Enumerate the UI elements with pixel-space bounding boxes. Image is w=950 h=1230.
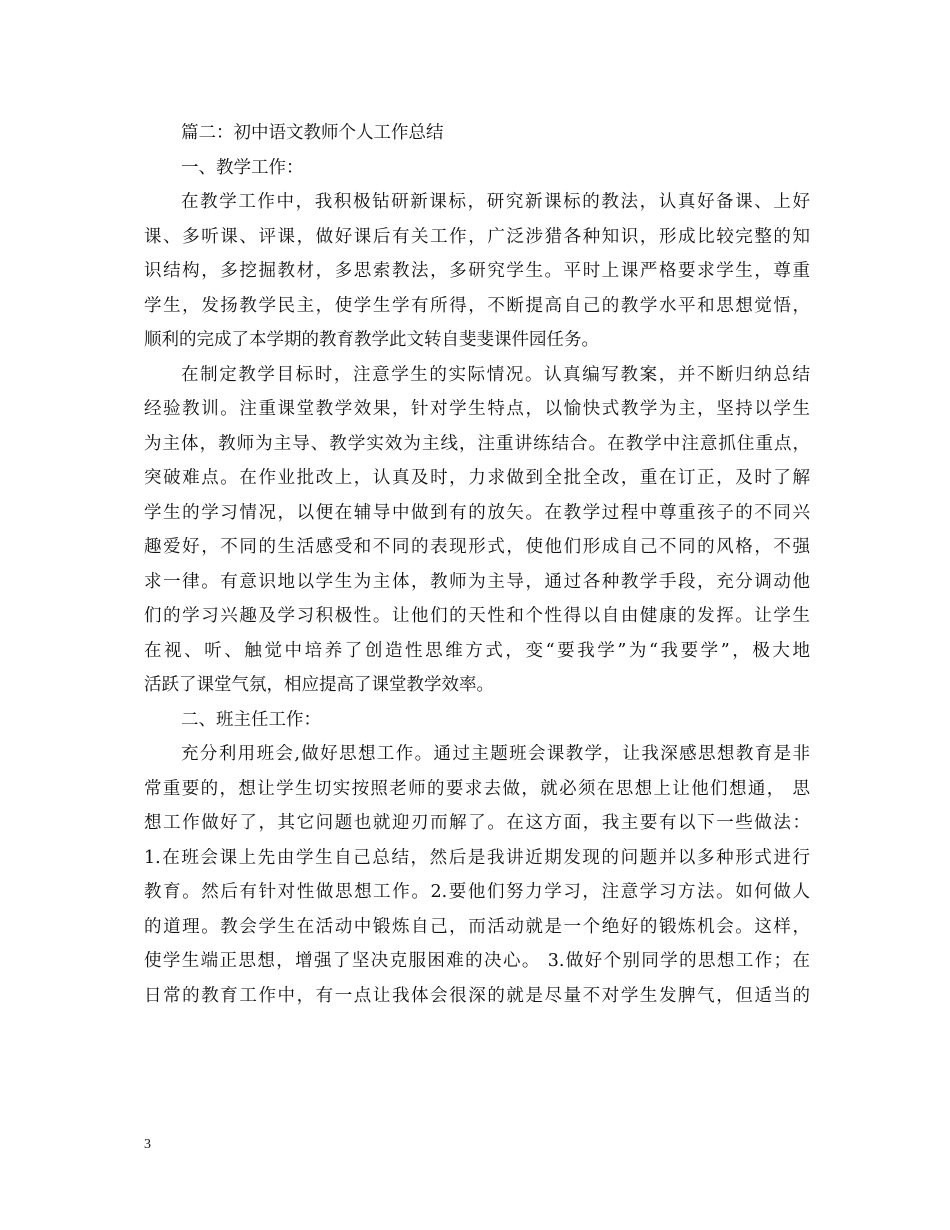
text-line: 一、教学工作： (181, 157, 304, 178)
text-line: 想工作做好了，其它问题也就迎刃而解了。在这方面，我主要有以下一些做法： (144, 813, 810, 833)
text-line: 常重要的，想让学生切实按照老师的要求去做，就必须在思想上让他们想通， 思 (144, 778, 810, 799)
page-number: 3 (144, 1137, 151, 1152)
text-line: 使学生端正思想，增强了坚决克服困难的决心。 3.做好个别同学的思想工作；在 (144, 951, 810, 971)
text-line: 经验教训。注重课堂教学效果，针对学生特点，以愉快式教学为主，坚持以学生 (144, 399, 810, 419)
text-line: 充分利用班会,做好思想工作。通过主题班会课教学，让我深感思想教育是非 (181, 744, 810, 764)
text-line: 求一律。有意识地以学生为主体，教师为主导，通过各种教学手段，充分调动他 (144, 571, 810, 592)
text-line: 学生，发扬教学民主，使学生学有所得，不断提高自己的教学水平和思想觉悟， (144, 295, 810, 316)
text-line: 在制定教学目标时，注意学生的实际情况。认真编写教案，并不断归纳总结 (181, 364, 810, 385)
document-body (144, 116, 810, 1013)
text-line: 的道理。教会学生在活动中锻炼自己，而活动就是一个绝好的锻炼机会。这样， (144, 916, 810, 937)
text-line: 日常的教育工作中，有一点让我体会很深的就是尽量不对学生发脾气，但适当的 (144, 985, 810, 1006)
text-line: 活跃了课堂气氛，相应提高了课堂教学效率。 (144, 675, 494, 695)
text-line: 趣爱好，不同的生活感受和不同的表现形式，使他们形成自己不同的风格，不强 (144, 537, 810, 557)
text-line: 识结构，多挖掘教材，多思索教法，多研究学生。平时上课严格要求学生，尊重 (144, 261, 810, 281)
text-line: 们的学习兴趣及学习积极性。让他们的天性和个性得以自由健康的发挥。让学生 (144, 606, 810, 626)
text-line: 在视、听、触觉中培养了创造性思维方式，变“要我学”为“我要学”，极大地 (144, 640, 810, 661)
text-line: 顺利的完成了本学期的教育教学此文转自斐斐课件园任务。 (144, 330, 599, 350)
text-line: 1.在班会课上先由学生自己总结，然后是我讲近期发现的问题并以多种形式进行 (144, 847, 810, 868)
text-line: 教育。然后有针对性做思想工作。2.要他们努力学习，注意学习方法。如何做人 (144, 882, 810, 902)
text-line: 为主体，教师为主导、教学实效为主线，注重讲练结合。在教学中注意抓住重点， (144, 433, 810, 454)
text-line: 篇二：初中语文教师个人工作总结 (181, 123, 444, 143)
text-line: 课、多听课、评课，做好课后有关工作，广泛涉猎各种知识，形成比较完整的知 (144, 226, 810, 247)
text-line: 在教学工作中，我积极钻研新课标，研究新课标的教法，认真好备课、上好 (181, 192, 810, 212)
text-line: 学生的学习情况，以便在辅导中做到有的放矢。在教学过程中尊重孩子的不同兴 (144, 502, 810, 523)
text-line: 二、班主任工作： (181, 709, 321, 730)
text-line: 突破难点。在作业批改上，认真及时，力求做到全批全改，重在订正，及时了解 (144, 468, 810, 488)
